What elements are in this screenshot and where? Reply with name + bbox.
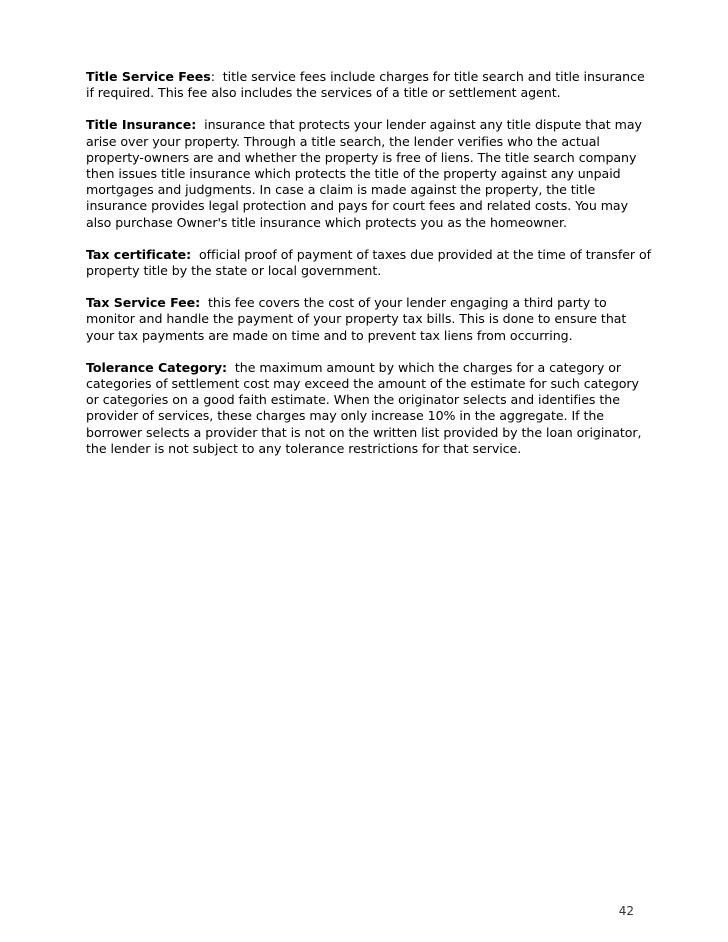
- glossary-entry-title-service-fees: [86, 69, 652, 101]
- document-page: [86, 69, 652, 473]
- term: Title Service Fees: [86, 69, 211, 84]
- term: Title Insurance:: [86, 117, 197, 133]
- definition: this fee covers the cost of your lender engaging a third party to monitor and handle the payment of your property tax bills. This is done to ensure that your tax payments are made on time and to prevent tax liens from occurring.: [86, 295, 627, 343]
- definition: the maximum amount by which the charges for a category or categories of settlement cost may exceed the amount of the estimate for such category or categories on a good faith estimate. When the originator selects and identifies the provider of services, these charges may only increase 10% in the aggregate. If the borrower selects a provider that is not on the written list provided by the loan originator, the lender is not subject to any tolerance restrictions for that service.: [86, 359, 642, 456]
- separator: [227, 360, 235, 375]
- glossary-entry-tax-service-fee: [86, 295, 652, 344]
- definition: official proof of payment of taxes due provided at the time of transfer of property title by the state or local government.: [86, 246, 652, 279]
- separator: [191, 247, 199, 262]
- term: Tax certificate:: [86, 246, 192, 262]
- glossary-entry-title-insurance: [86, 117, 652, 230]
- term: Tax Service Fee:: [86, 295, 201, 311]
- term: Tolerance Category:: [86, 359, 227, 375]
- glossary-entry-tax-certificate: [86, 247, 652, 279]
- definition: insurance that protects your lender against any title dispute that may arise over your property. Through a title search, the lender verifies who the actual property-owners are and whether the property is free of liens. The title search company then issues title insurance which protects the title of the property against any unpaid mortgages and judgments. In case a claim is made against the property, the title insurance provides legal protection and pays for court fees and related costs. You may also purchase Owner's title insurance which protects you as the homeowner.: [86, 117, 642, 230]
- page-number: 42: [618, 904, 634, 918]
- glossary-entry-tolerance-category: [86, 360, 652, 457]
- separator: [200, 295, 208, 310]
- separator: [196, 117, 204, 132]
- definition: title service fees include charges for title search and title insurance if required. This fee also includes the services of a title or settlement agent.: [86, 69, 645, 101]
- separator: :: [210, 69, 223, 84]
